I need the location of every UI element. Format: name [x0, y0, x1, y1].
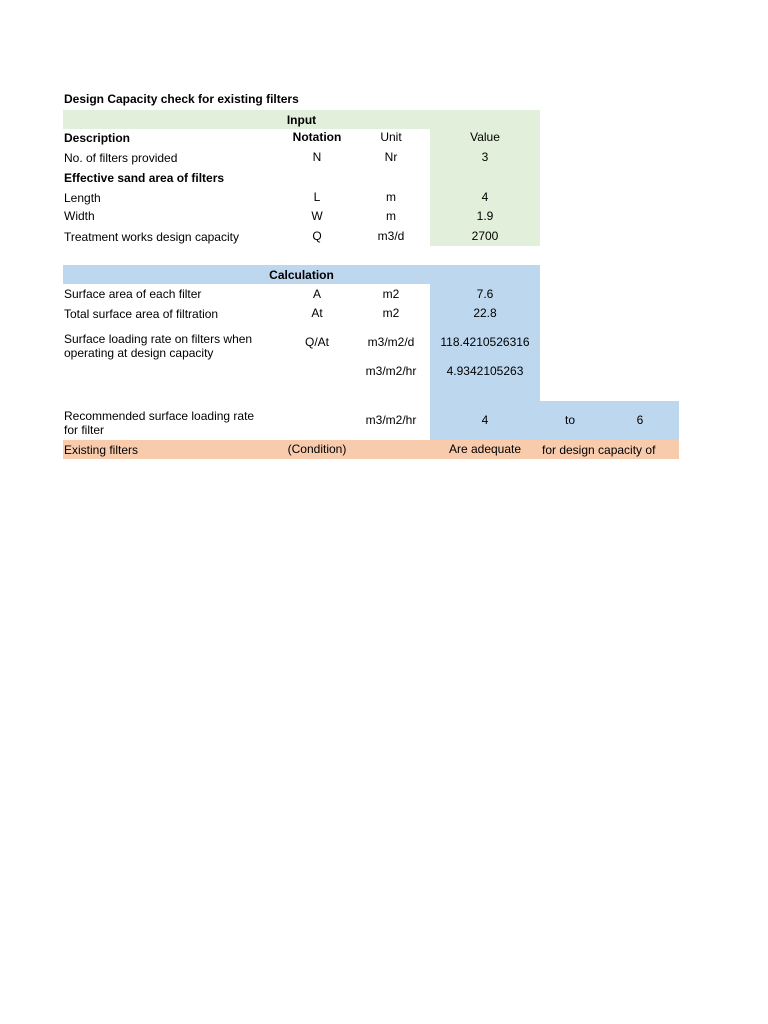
row-value: 4.9342105263 [446, 364, 524, 378]
result-label: Existing filters [64, 443, 139, 457]
row-description: Surface area of each filter [64, 287, 202, 301]
column-header-notation: Notation [292, 130, 342, 144]
row-unit: m3/m2/hr [365, 364, 417, 378]
recommended-max-value: 6 [636, 413, 644, 427]
row-description: Width [64, 209, 95, 223]
row-unit: Nr [384, 150, 398, 164]
row-notation: Q [312, 229, 322, 243]
row-description: Treatment works design capacity [64, 230, 239, 244]
row-description: Effective sand area of filters [64, 171, 225, 185]
row-value: 3 [481, 150, 489, 164]
row-notation: Q/At [304, 335, 329, 349]
row-description: Recommended surface loading rate [64, 409, 255, 423]
row-unit: m [386, 209, 396, 223]
document-title: Design Capacity check for existing filters [64, 92, 299, 106]
recommended-min-value: 4 [481, 413, 489, 427]
row-value: 7.6 [476, 287, 494, 301]
result-verdict: Are adequate [448, 442, 522, 456]
row-description: No. of filters provided [64, 151, 178, 165]
row-notation: L [313, 190, 321, 204]
row-description: Total surface area of filtration [64, 307, 219, 321]
row-value: 118.4210526316 [440, 335, 530, 349]
row-unit: m [386, 190, 396, 204]
row-value: 2700 [471, 229, 499, 243]
row-unit: m3/m2/hr [365, 413, 417, 427]
row-notation: A [312, 287, 321, 301]
row-description: Surface loading rate on filters when [64, 332, 253, 346]
row-notation: N [312, 150, 322, 164]
column-header-value: Value [470, 130, 500, 144]
input-section-header: Input [286, 113, 317, 127]
calculation-section-header: Calculation [269, 268, 334, 282]
result-suffix: for design capacity of [542, 443, 656, 457]
row-value: 4 [481, 190, 489, 204]
row-description: Length [64, 191, 101, 205]
column-header-unit: Unit [380, 130, 402, 144]
result-condition: (Condition) [287, 442, 347, 456]
row-description-line2: for filter [64, 423, 105, 437]
row-unit: m3/m2/d [367, 335, 415, 349]
row-unit: m2 [382, 287, 400, 301]
column-header-description: Description [64, 131, 131, 145]
row-unit: m3/d [377, 229, 405, 243]
row-value: 1.9 [476, 209, 494, 223]
row-notation: W [311, 209, 323, 223]
row-description-line2: operating at design capacity [64, 346, 214, 360]
recommended-to-label: to [564, 413, 575, 427]
row-value: 22.8 [473, 306, 497, 320]
row-unit: m2 [382, 306, 400, 320]
row-notation: At [311, 306, 323, 320]
